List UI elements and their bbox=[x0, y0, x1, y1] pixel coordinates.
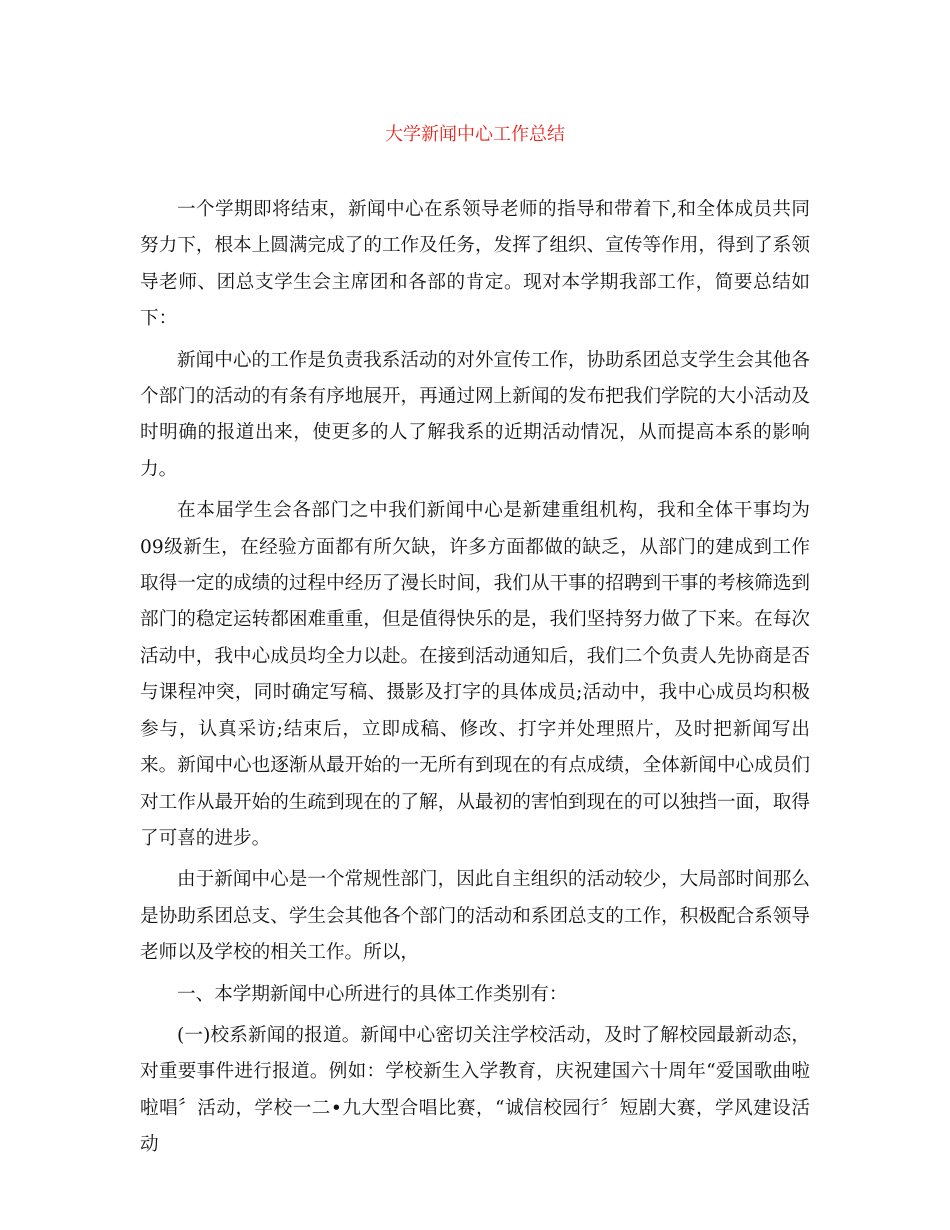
document-title: 大学新闻中心工作总结 bbox=[385, 124, 565, 145]
document-body bbox=[140, 192, 810, 1169]
paragraph-history: 在本届学生会各部门之中我们新闻中心是新建重组机构，我和全体干事均为09级新生，在经验方面都有所欠缺，许多方面都做的缺乏，从部门的建成到工作取得一定的成绩的过程中经历了漫长时间，我们从干事的招聘到干事的考核筛选到部门的稳定运转都困难重重，但是值得快乐的是，我们坚持努力做了下来。在每次活动中，我中心成员均全力以赴。在接到活动通知后，我们二个负责人先协商是否与课程冲突，同时确定写稿、摄影及打字的具体成员;活动中，我中心成员均积极参与，认真采访;结束后，立即成稿、修改、打字并处理照片，及时把新闻写出来。新闻中心也逐渐从最开始的一无所有到现在的有点成绩，全体新闻中心成员们对工作从最开始的生疏到现在的了解，从最初的害怕到现在的可以独挡一面，取得了可喜的进步。 bbox=[140, 500, 810, 849]
paragraph-section-heading: 一、本学期新闻中心所进行的具体工作类别有： bbox=[177, 983, 568, 1005]
paragraph-intro: 一个学期即将结束，新闻中心在系领导老师的指导和带着下,和全体成员共同努力下，根本上圆满完成了的工作及任务，发挥了组织、宣传等作用，得到了系领导老师、团总支学生会主席团和各部的肯定。现对本学期我部工作，简要总结如下： bbox=[140, 199, 810, 330]
paragraph-nature: 由于新闻中心是一个常规性部门，因此自主组织的活动较少，大局部时间那么是协助系团总支、学生会其他各个部门的活动和系团总支的工作，积极配合系领导老师以及学校的相关工作。所以， bbox=[140, 869, 810, 964]
paragraph-news-reporting: (一)校系新闻的报道。新闻中心密切关注学校活动，及时了解校园最新动态，对重要事件进行报道。例如：学校新生入学教育，庆祝建国六十周年“爱国歌曲啦啦唱〞活动，学校一二•九大型合唱比赛，“诚信校园行〞短剧大赛，学风建设活动 bbox=[140, 1024, 810, 1156]
paragraph-role: 新闻中心的工作是负责我系活动的对外宣传工作，协助系团总支学生会其他各个部门的活动的有条有序地展开，再通过网上新闻的发布把我们学院的大小活动及时明确的报道出来，使更多的人了解我系的近期活动情况，从而提高本系的影响力。 bbox=[140, 349, 810, 480]
